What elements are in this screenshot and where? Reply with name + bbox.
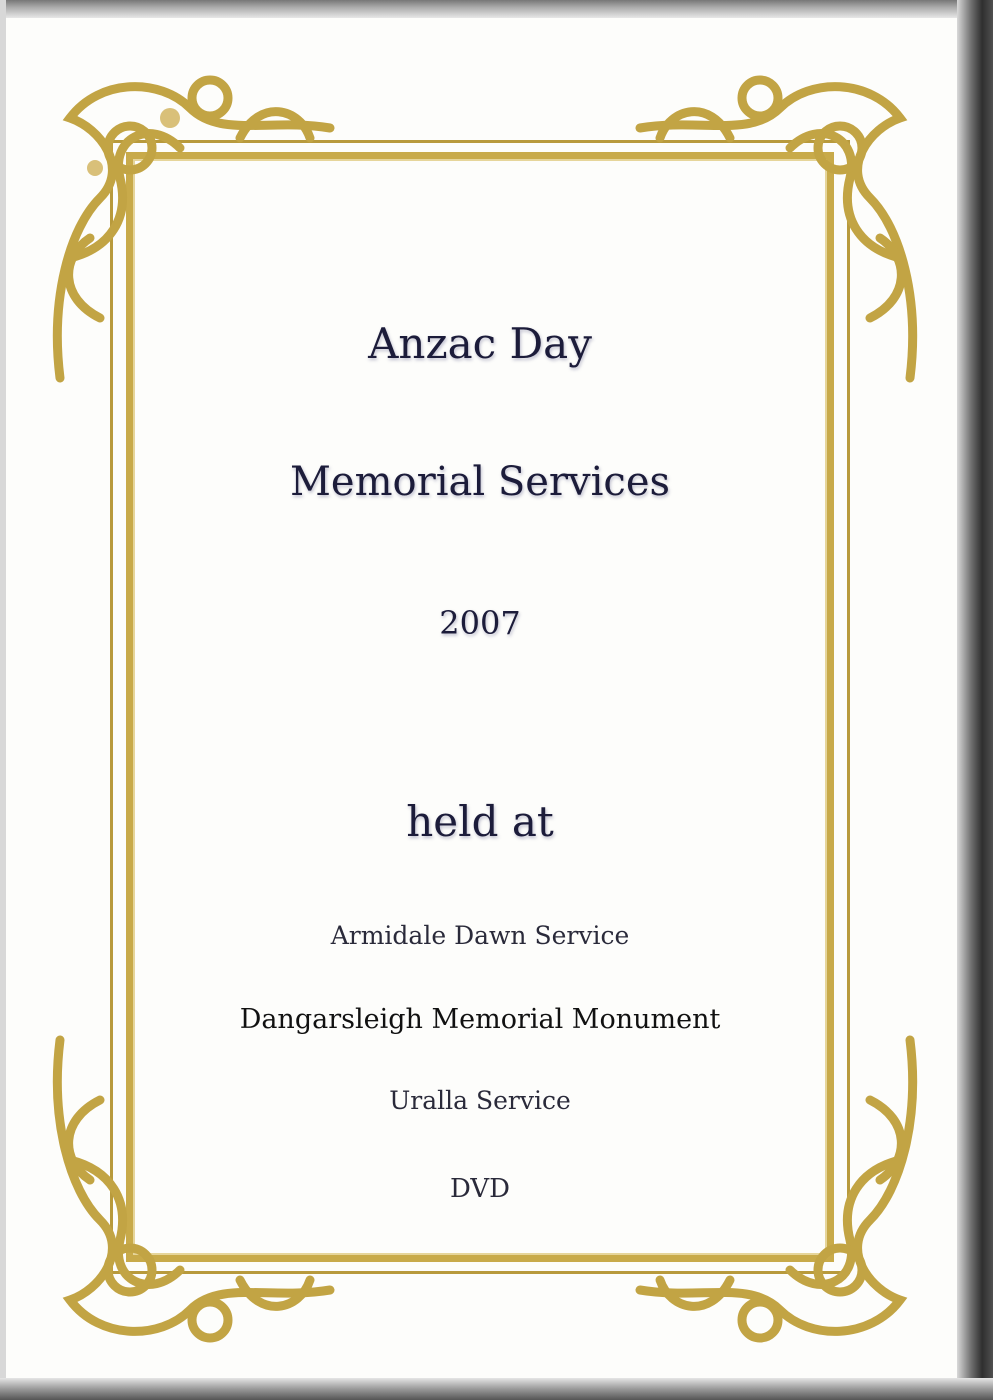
case-top-edge <box>0 0 993 18</box>
location-item: Dangarsleigh Memorial Monument <box>239 1004 721 1035</box>
case-bottom-edge <box>0 1378 993 1400</box>
location-item: Armidale Dawn Service <box>330 921 630 950</box>
title-line-2: Memorial Services <box>289 459 671 505</box>
held-at-heading: held at <box>406 797 554 846</box>
format-label: DVD <box>449 1174 510 1204</box>
location-item: Uralla Service <box>389 1086 571 1115</box>
year: 2007 <box>439 604 521 642</box>
title-line-1: Anzac Day <box>368 319 592 368</box>
cover-content <box>133 159 827 1255</box>
case-spine <box>957 0 993 1400</box>
